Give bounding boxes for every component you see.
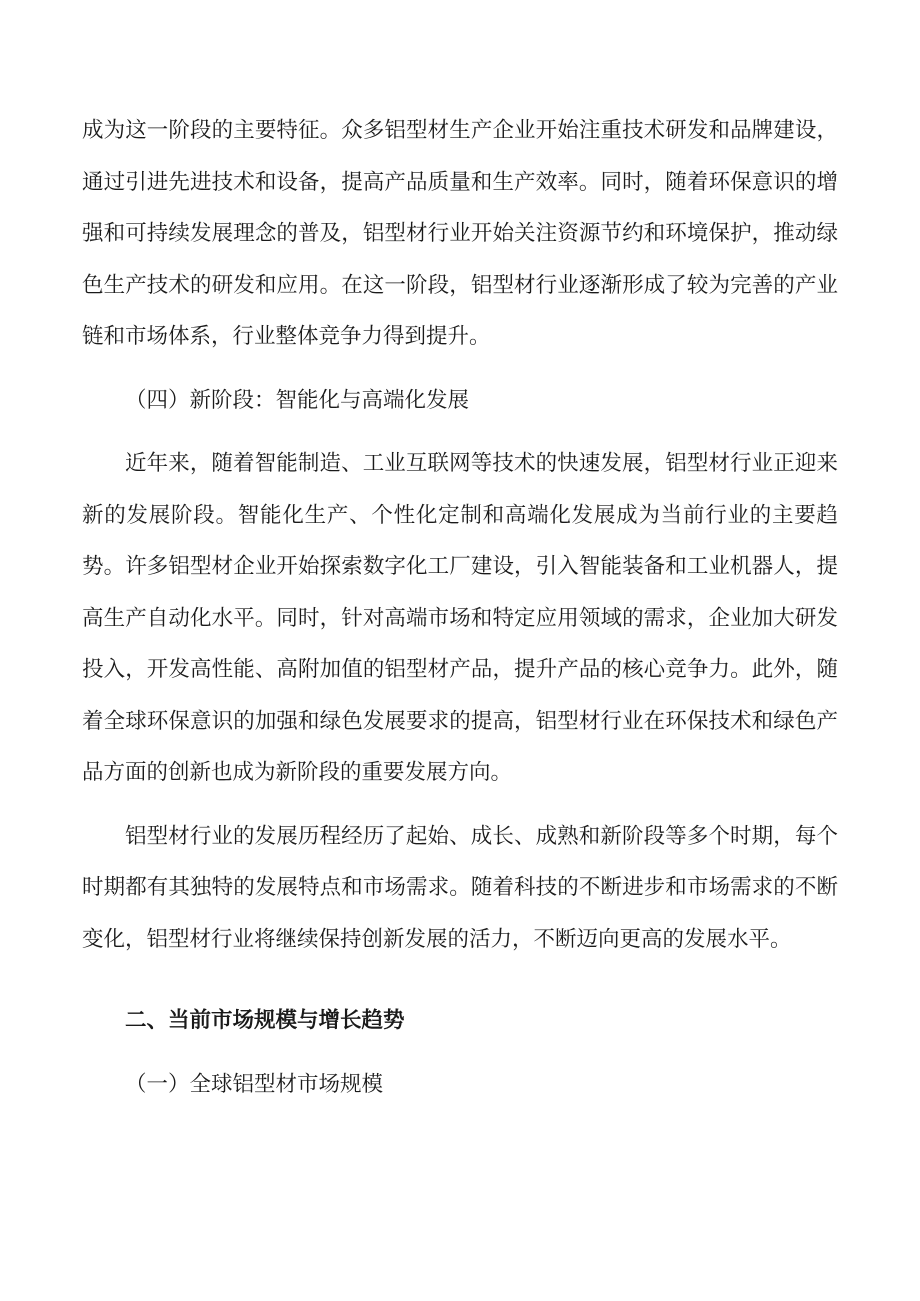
paragraph-summary: 铝型材行业的发展历程经历了起始、成长、成熟和新阶段等多个时期，每个时期都有其独特的发展特点和市场需求。随着科技的不断进步和市场需求的不断变化，铝型材行业将继续保持创新发展的活力，不断迈向更高的发展水平。 bbox=[82, 823, 838, 952]
subheading-new-stage: （四）新阶段：智能化与高端化发展 bbox=[125, 387, 470, 413]
paragraph-new-stage: 近年来，随着智能制造、工业互联网等技术的快速发展，铝型材行业正迎来新的发展阶段。智能化生产、个性化定制和高端化发展成为当前行业的主要趋势。许多铝型材企业开始探索数字化工厂建设，引入智能装备和工业机器人，提高生产自动化水平。同时，针对高端市场和特定应用领域的需求，企业加大研发投入，开发高性能、高附加值的铝型材产品，提升产品的核心竞争力。此外，随着全球环保意识的加强和绿色发展要求的提高，铝型材行业在环保技术和绿色产品方面的创新也成为新阶段的重要发展方向。 bbox=[82, 451, 838, 785]
section-heading-market-size: 二、当前市场规模与增长趋势 bbox=[125, 1008, 405, 1033]
paragraph-stage-three-continued: 成为这一阶段的主要特征。众多铝型材生产企业开始注重技术研发和品牌建设，通过引进先进技术和设备，提高产品质量和生产效率。同时，随着环保意识的增强和可持续发展理念的普及，铝型材行业开始关注资源节约和环境保护，推动绿色生产技术的研发和应用。在这一阶段，铝型材行业逐渐形成了较为完善的产业链和市场体系，行业整体竞争力得到提升。 bbox=[82, 118, 838, 349]
document-page bbox=[82, 105, 838, 1110]
subheading-global-market: （一）全球铝型材市场规模 bbox=[125, 1071, 384, 1097]
